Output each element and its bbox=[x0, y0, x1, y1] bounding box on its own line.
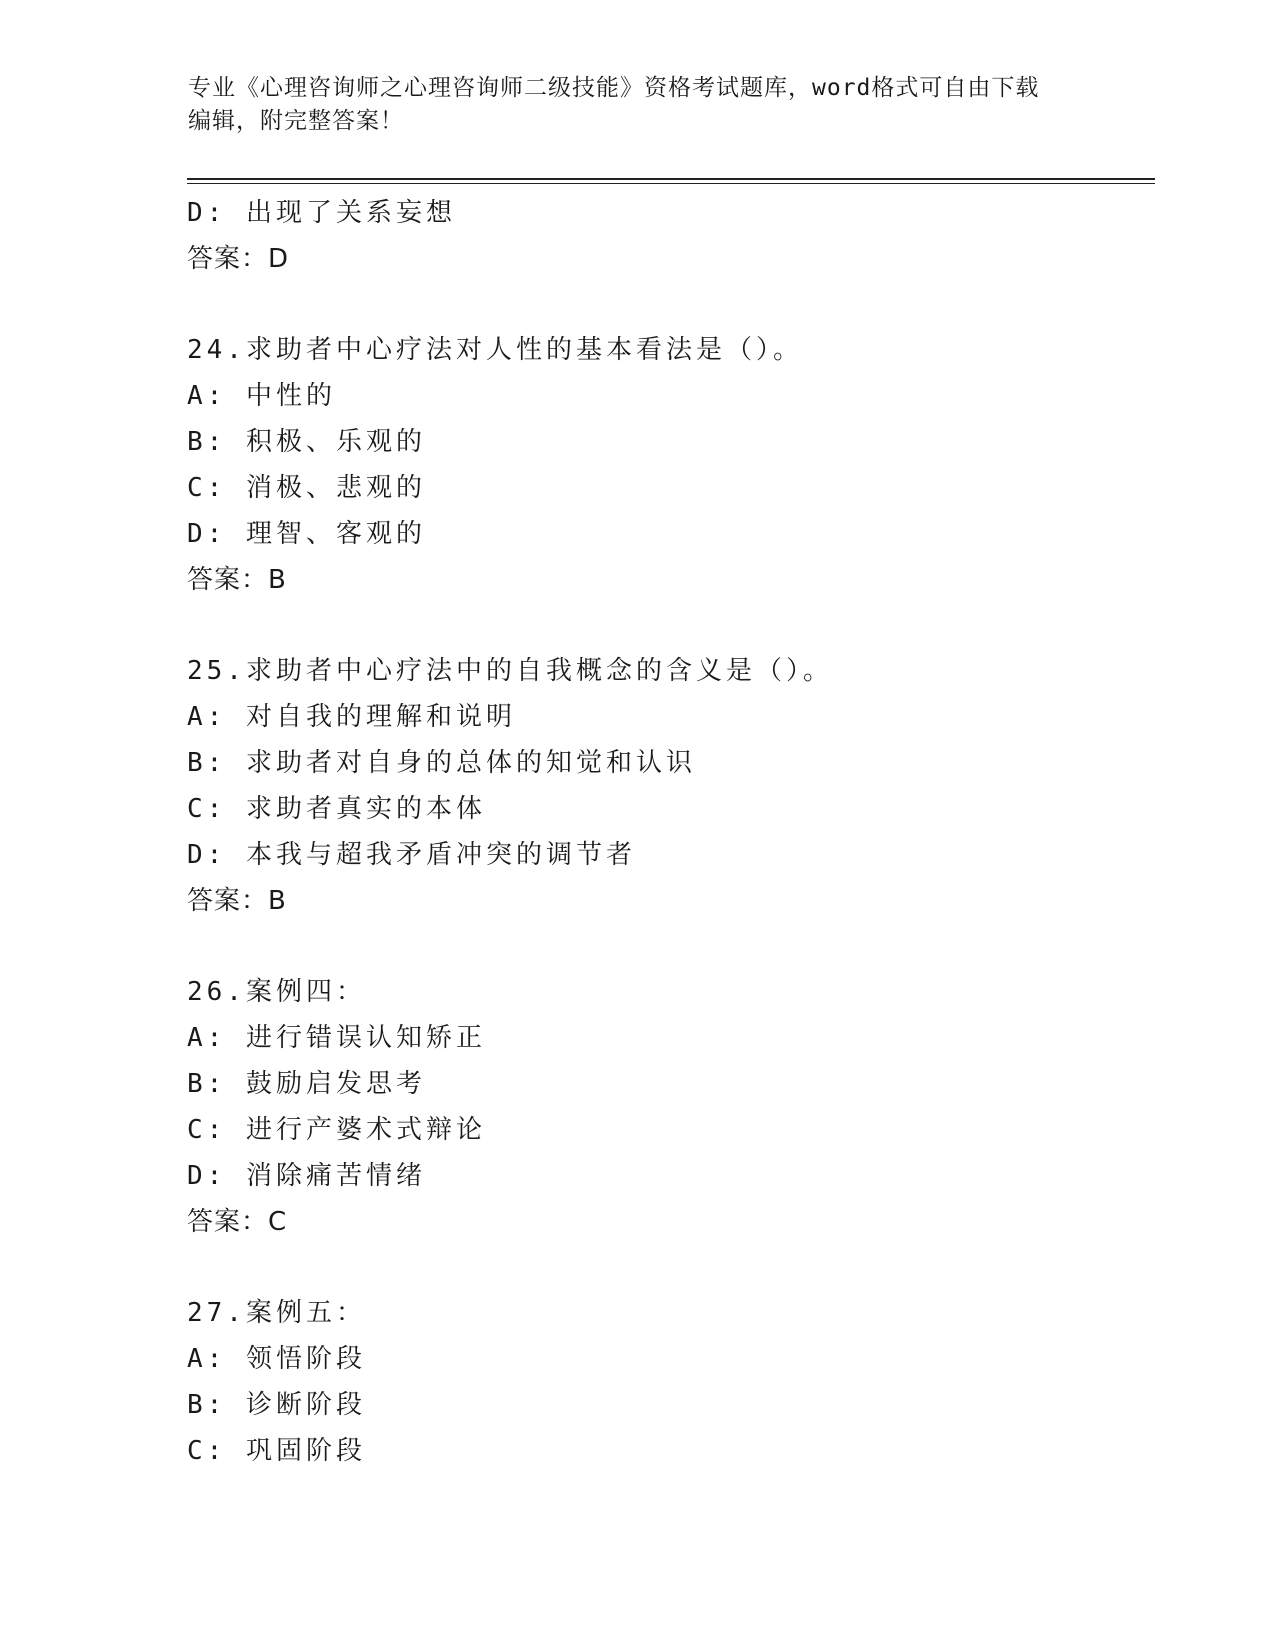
question-title: 25.求助者中心疗法中的自我概念的含义是（）。 bbox=[187, 656, 833, 686]
option-b: B: 求助者对自身的总体的知觉和认识 bbox=[187, 748, 696, 778]
option-a: A: 进行错误认知矫正 bbox=[187, 1023, 486, 1053]
option-d: D: 理智、客观的 bbox=[187, 519, 426, 549]
option-d: D: 消除痛苦情绪 bbox=[187, 1161, 426, 1191]
option-d: D: 本我与超我矛盾冲突的调节者 bbox=[187, 840, 636, 870]
option-c: C: 消极、悲观的 bbox=[187, 473, 426, 503]
option-c: C: 进行产婆术式辩论 bbox=[187, 1115, 486, 1145]
document-header bbox=[188, 72, 1088, 138]
option-b: B: 诊断阶段 bbox=[187, 1390, 366, 1420]
option-c: C: 求助者真实的本体 bbox=[187, 794, 486, 824]
option-a: A: 对自我的理解和说明 bbox=[187, 702, 516, 732]
header-divider-thin bbox=[187, 183, 1155, 184]
spacer bbox=[187, 1245, 1147, 1290]
question-title: 24.求助者中心疗法对人性的基本看法是（）。 bbox=[187, 335, 803, 365]
question-title: 26.案例四： bbox=[187, 977, 366, 1007]
answer-line: 答案：C bbox=[187, 1207, 288, 1237]
option-b: B: 鼓励启发思考 bbox=[187, 1069, 426, 1099]
header-line-2: 编辑，附完整答案！ bbox=[188, 108, 404, 134]
question-title: 27.案例五： bbox=[187, 1298, 366, 1328]
option-a: A: 领悟阶段 bbox=[187, 1344, 366, 1374]
option-b: B: 积极、乐观的 bbox=[187, 427, 426, 457]
answer-line: 答案：D bbox=[187, 244, 290, 274]
answer-line: 答案：B bbox=[187, 565, 287, 595]
spacer bbox=[187, 282, 1147, 327]
question-list bbox=[187, 190, 1147, 1474]
option-d: D: 出现了关系妄想 bbox=[187, 198, 456, 228]
option-c: C: 巩固阶段 bbox=[187, 1436, 366, 1466]
option-a: A: 中性的 bbox=[187, 381, 336, 411]
header-line-1: 专业《心理咨询师之心理咨询师二级技能》资格考试题库，word格式可自由下载 bbox=[188, 75, 1040, 101]
answer-line: 答案：B bbox=[187, 886, 287, 916]
spacer bbox=[187, 924, 1147, 969]
spacer bbox=[187, 603, 1147, 648]
header-divider-thick bbox=[187, 178, 1155, 180]
